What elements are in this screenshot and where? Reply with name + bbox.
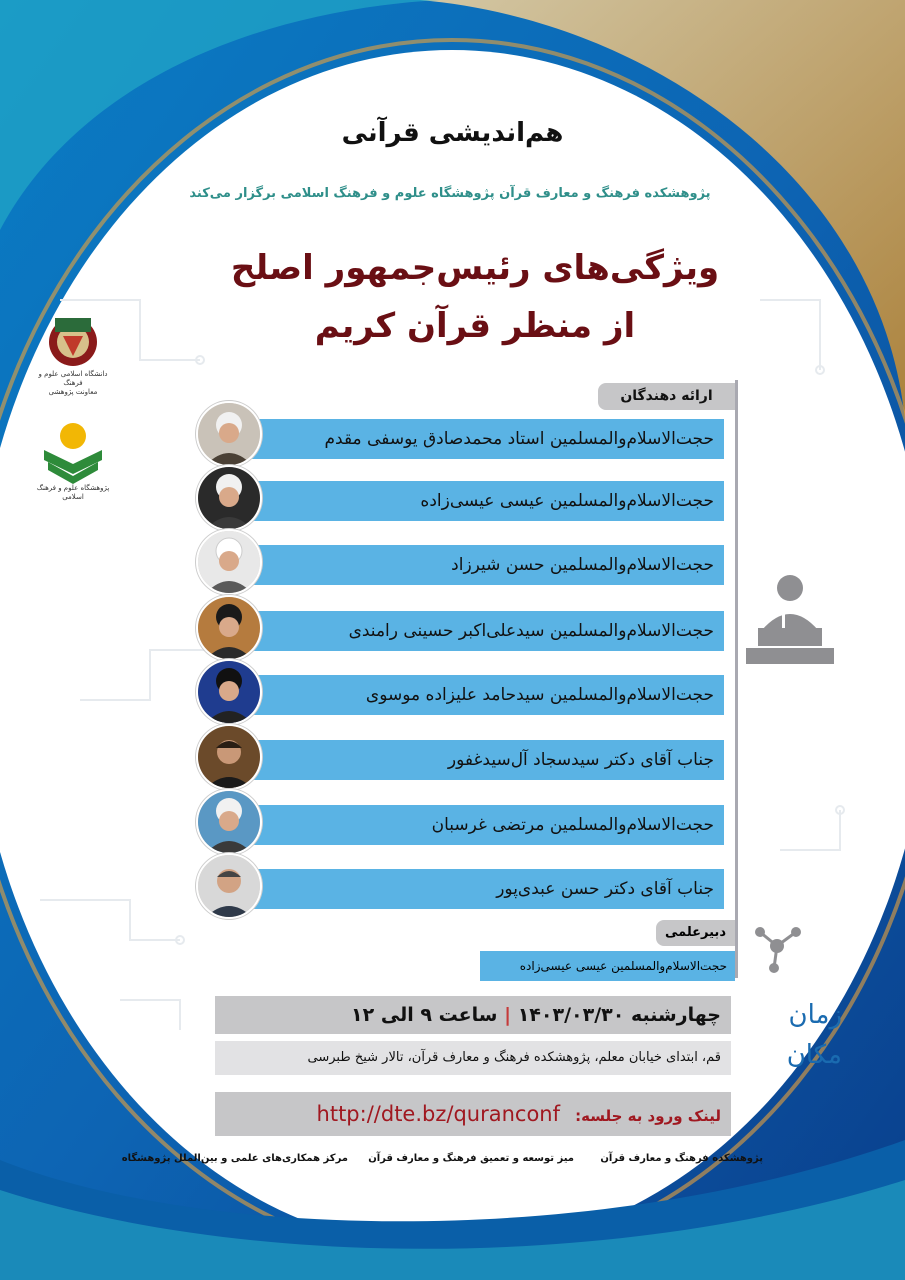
session-link-row — [215, 1092, 731, 1136]
place-label: مکان — [786, 1040, 842, 1070]
presenter-avatar — [196, 465, 262, 531]
time-label: زمان — [788, 1000, 842, 1030]
presenter-avatar — [196, 789, 262, 855]
footer-organizer-2: میز توسعه و تعمیق فرهنگ و معارف قرآن — [368, 1153, 574, 1164]
presenter-avatar — [196, 853, 262, 919]
podium-speaker-icon — [742, 568, 838, 668]
presenter-avatar — [196, 659, 262, 725]
presenter-name: جناب آقای دکتر حسن عبدی‌پور — [496, 879, 714, 899]
presenter-row — [232, 481, 724, 521]
presenter-name: حجت‌الاسلام‌والمسلمین استاد محمدصادق یوسفی مقدم — [324, 429, 714, 449]
emblem-icon — [43, 308, 103, 370]
main-title-line-2: از منظر قرآن کریم — [314, 306, 636, 346]
network-nodes-icon — [752, 918, 802, 974]
book-sun-icon — [38, 420, 108, 484]
scientific-secretary-name: حجت‌الاسلام‌والمسلمین عیسی عیسی‌زاده — [480, 951, 735, 981]
event-place: قم، ابتدای خیابان معلم، پژوهشکده فرهنگ و معارف قرآن، تالار شیخ طبرسی — [215, 1041, 731, 1075]
presenter-name: حجت‌الاسلام‌والمسلمین عیسی عیسی‌زاده — [420, 491, 714, 511]
presenters-label: ارائه دهندگان — [598, 383, 735, 410]
presenter-row — [232, 805, 724, 845]
event-time: ساعت ۹ الی ۱۲ — [351, 1004, 498, 1026]
presenter-row — [232, 869, 724, 909]
presenter-avatar — [196, 724, 262, 790]
date-time-separator: | — [504, 1004, 512, 1026]
timeline-divider — [735, 380, 738, 978]
presenter-name: حجت‌الاسلام‌والمسلمین سیدحامد علیزاده موسوی — [365, 685, 714, 705]
scientific-secretary-label: دبیرعلمی — [656, 920, 735, 946]
university-logo-text-1: دانشگاه اسلامی علوم و فرهنگ — [38, 370, 108, 387]
session-link-url[interactable]: http://dte.bz/quranconf — [316, 1102, 560, 1126]
presenter-avatar — [196, 529, 262, 595]
presenter-name: حجت‌الاسلام‌والمسلمین حسن شیرزاد — [451, 555, 714, 575]
event-date: چهارشنبه ۱۴۰۳/۰۳/۳۰ — [517, 1004, 721, 1026]
research-institute-logo — [32, 420, 114, 505]
university-logo-text-2: معاونت پژوهشی — [48, 388, 98, 396]
research-institute-logo-text: پژوهشگاه علوم و فرهنگ اسلامی — [36, 484, 110, 501]
presenter-name: جناب آقای دکتر سیدسجاد آل‌سیدغفور — [447, 750, 714, 770]
date-time-row — [215, 996, 731, 1034]
presenter-row — [232, 545, 724, 585]
presenter-avatar — [196, 401, 262, 467]
presenter-row — [232, 611, 724, 651]
presenter-name: حجت‌الاسلام‌والمسلمین سیدعلی‌اکبر حسینی رامندی — [348, 621, 714, 641]
main-title-line-1: ویژگی‌های رئیس‌جمهور اصلح — [230, 248, 720, 288]
presenter-name: حجت‌الاسلام‌والمسلمین مرتضی غرسبان — [431, 815, 714, 835]
presenter-row — [232, 740, 724, 780]
presenter-row — [232, 675, 724, 715]
footer-organizer-1: پژوهشکده فرهنگ و معارف قرآن — [600, 1153, 763, 1164]
university-logo — [38, 308, 108, 403]
session-link-label: لینک ورود به جلسه: — [575, 1107, 721, 1125]
footer-organizer-3: مرکز همکاری‌های علمی و بین‌الملل پژوهشگاه — [121, 1153, 348, 1164]
organizer-line: پژوهشکده فرهنگ و معارف قرآن پژوهشگاه علوم و فرهنگ اسلامی برگزار می‌کند — [189, 186, 711, 201]
presenter-avatar — [196, 595, 262, 661]
presenter-row — [232, 419, 724, 459]
event-series-title: هم‌اندیشی قرآنی — [341, 118, 564, 148]
